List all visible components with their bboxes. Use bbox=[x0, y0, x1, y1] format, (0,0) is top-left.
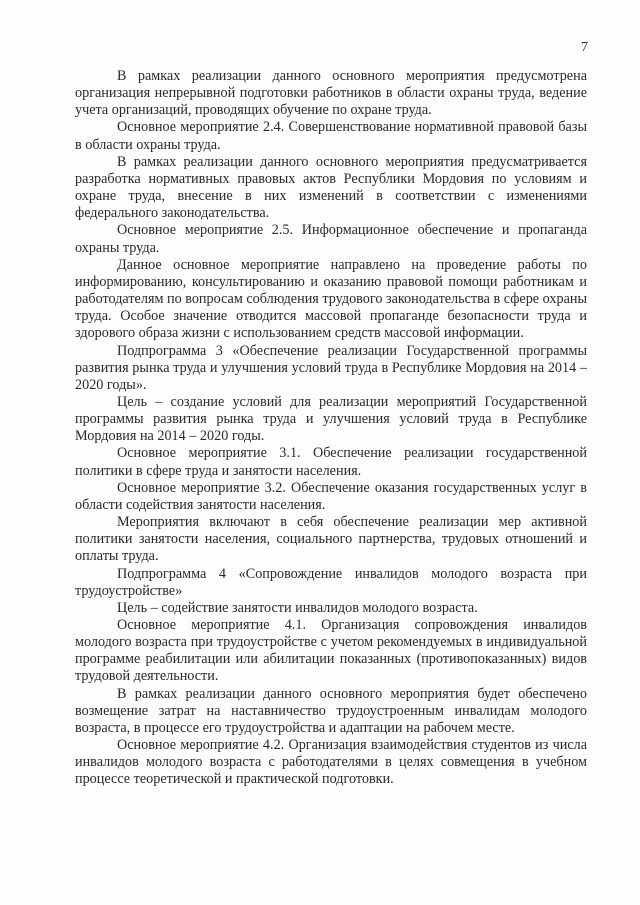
paragraph-goal-4: Цель – содействие занятости инвалидов молодого возраста. bbox=[117, 599, 478, 616]
paragraph-measure-3-1: Основное мероприятие 3.1. Обеспечение реализации государственной политики в сфере труда и занятости населения. bbox=[75, 445, 587, 479]
paragraph-subprogram-4: Подпрограмма 4 «Сопровождение инвалидов молодого возраста при трудоустройстве» bbox=[75, 565, 587, 599]
paragraph-measure-3-2: Основное мероприятие 3.2. Обеспечение оказания государственных услуг в области содействия занятости населения. bbox=[75, 479, 587, 513]
paragraph-goal-3: Цель – создание условий для реализации мероприятий Государственной программы развития рынка труда и улучшения условий труда в Республике Мордовия на 2014 – 2020 годы. bbox=[75, 393, 587, 445]
paragraph-activities: Мероприятия включают в себя обеспечение реализации мер активной политики занятости населения, социального партнерства, трудовых отношений и оплаты труда. bbox=[75, 514, 587, 565]
paragraph-subprogram-3: Подпрограмма 3 «Обеспечение реализации Государственной программы развития рынка труда и улучшения условий труда в Республике Мордовия на 2014 – 2020 годы». bbox=[75, 342, 587, 393]
paragraph-measure-2-4: Основное мероприятие 2.4. Совершенствование нормативной правовой базы в области охраны труда. bbox=[75, 119, 587, 153]
paragraph-measure-2-5: Основное мероприятие 2.5. Информационное обеспечение и пропаганда охраны труда. bbox=[75, 222, 587, 256]
paragraph-training: В рамках реализации данного основного мероприятия предусмотрена организация непрерывной подготовки работников в области охраны труда, ведение учета организаций, проводящих обучение по охране труда. bbox=[75, 68, 587, 119]
paragraph-mentoring: В рамках реализации данного основного мероприятия будет обеспечено возмещение затрат на наставничество трудоустроенным инвалидам молодого возраста, в процессе его трудоустройства и адаптации на рабочем месте. bbox=[75, 685, 587, 736]
paragraph-informing: Данное основное мероприятие направлено на проведение работы по информированию, консультированию и оказанию правовой помощи работникам и работодателям по вопросам соблюдения трудового законодательства в сфере охраны труда. Особое значение отводится массовой пропаганде безопасности труда и здорового образа жизни с использованием средств массовой информации. bbox=[75, 256, 587, 342]
paragraph-measure-4-1: Основное мероприятие 4.1. Организация сопровождения инвалидов молодого возраста при трудоустройстве с учетом рекомендуемых в индивидуальной программе реабилитации или абилитации показанных (противопоказанных) видов трудовой деятельности. bbox=[75, 617, 587, 685]
paragraph-normative-acts: В рамках реализации данного основного мероприятия предусматривается разработка нормативных правовых актов Республики Мордовия по условиям и охране труда, внесение в них изменений в соответствии с изменениями федерального законодательства. bbox=[75, 153, 587, 222]
paragraph-measure-4-2: Основное мероприятие 4.2. Организация взаимодействия студентов из числа инвалидов молодого возраста с работодателями в целях совмещения в учебном процессе теоретической и практической подготовки. bbox=[75, 737, 587, 788]
page-number: 7 bbox=[581, 40, 588, 55]
document-body bbox=[75, 68, 587, 789]
